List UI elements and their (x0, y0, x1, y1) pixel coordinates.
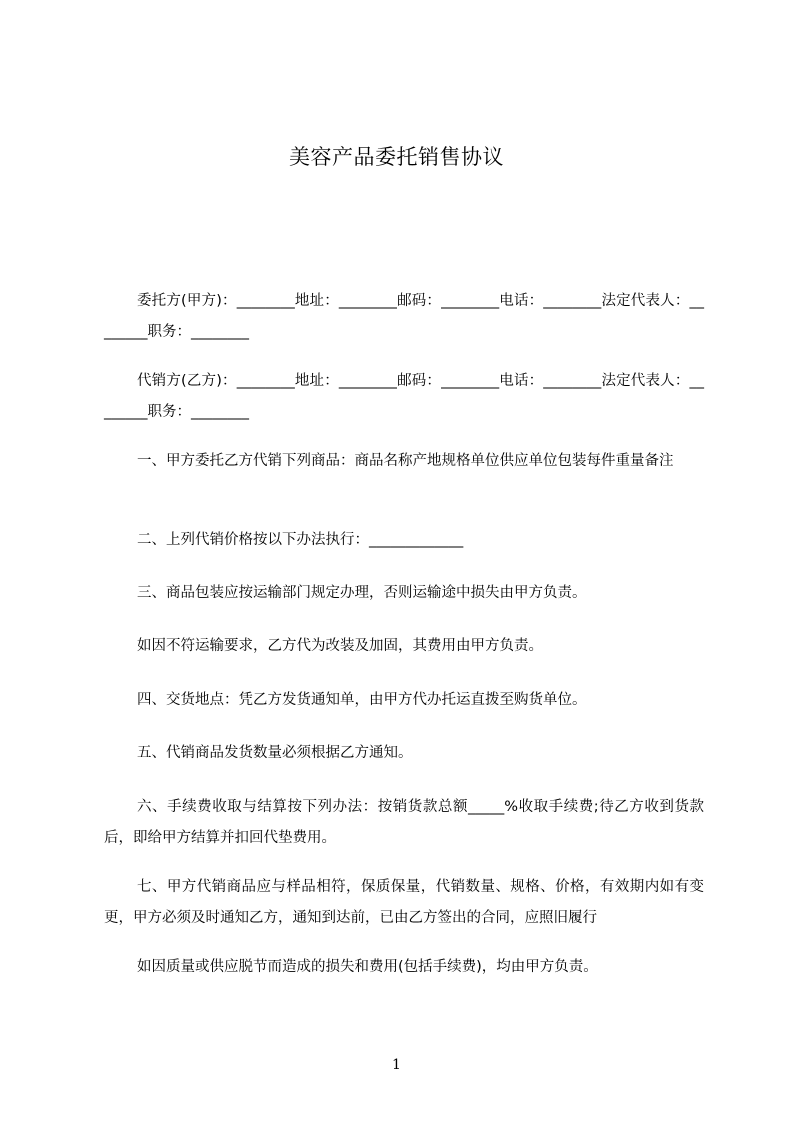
clause-5: 五、代销商品发货数量必须根据乙方通知。 (137, 745, 413, 761)
document-title: 美容产品委托销售协议 (289, 145, 504, 169)
clause-3-note: 如因不符运输要求，乙方代为改装及加固，其费用由甲方负责。 (137, 638, 543, 654)
clause-2: 二、上列代销价格按以下办法执行：_____________ (137, 532, 464, 548)
clause-3: 三、商品包装应按运输部门规定办理，否则运输途中损失由甲方负责。 (137, 585, 587, 601)
page-number: 1 (392, 1057, 401, 1073)
clause-1: 一、甲方委托乙方代销下列商品：商品名称产地规格单位供应单位包装每件重量备注 (137, 453, 674, 469)
clause-7: 七、甲方代销商品应与样品相符，保质保量，代销数量、规格、价格，有效期内如有变更，甲方必须及时通知乙方，通知到达前，已由乙方签出的合同，应照旧履行 (104, 879, 704, 926)
clause-4: 四、交货地点：凭乙方发货通知单，由甲方代办托运直拨至购货单位。 (137, 692, 587, 708)
clause-6: 六、手续费收取与结算按下列办法：按销货款总额_____%收取手续费;待乙方收到货款后，即给甲方结算并扣回代垫费用。 (104, 799, 704, 846)
clause-7-note: 如因质量或供应脱节而造成的损失和费用(包括手续费)，均由甲方负责。 (137, 959, 598, 975)
party-a-info: 委托方(甲方)：________地址：________邮码：________电话：________法定代表人：________职务：________ (104, 293, 704, 340)
party-b-info: 代销方(乙方)：________地址：________邮码：________电话：________法定代表人：________职务：________ (104, 373, 704, 420)
